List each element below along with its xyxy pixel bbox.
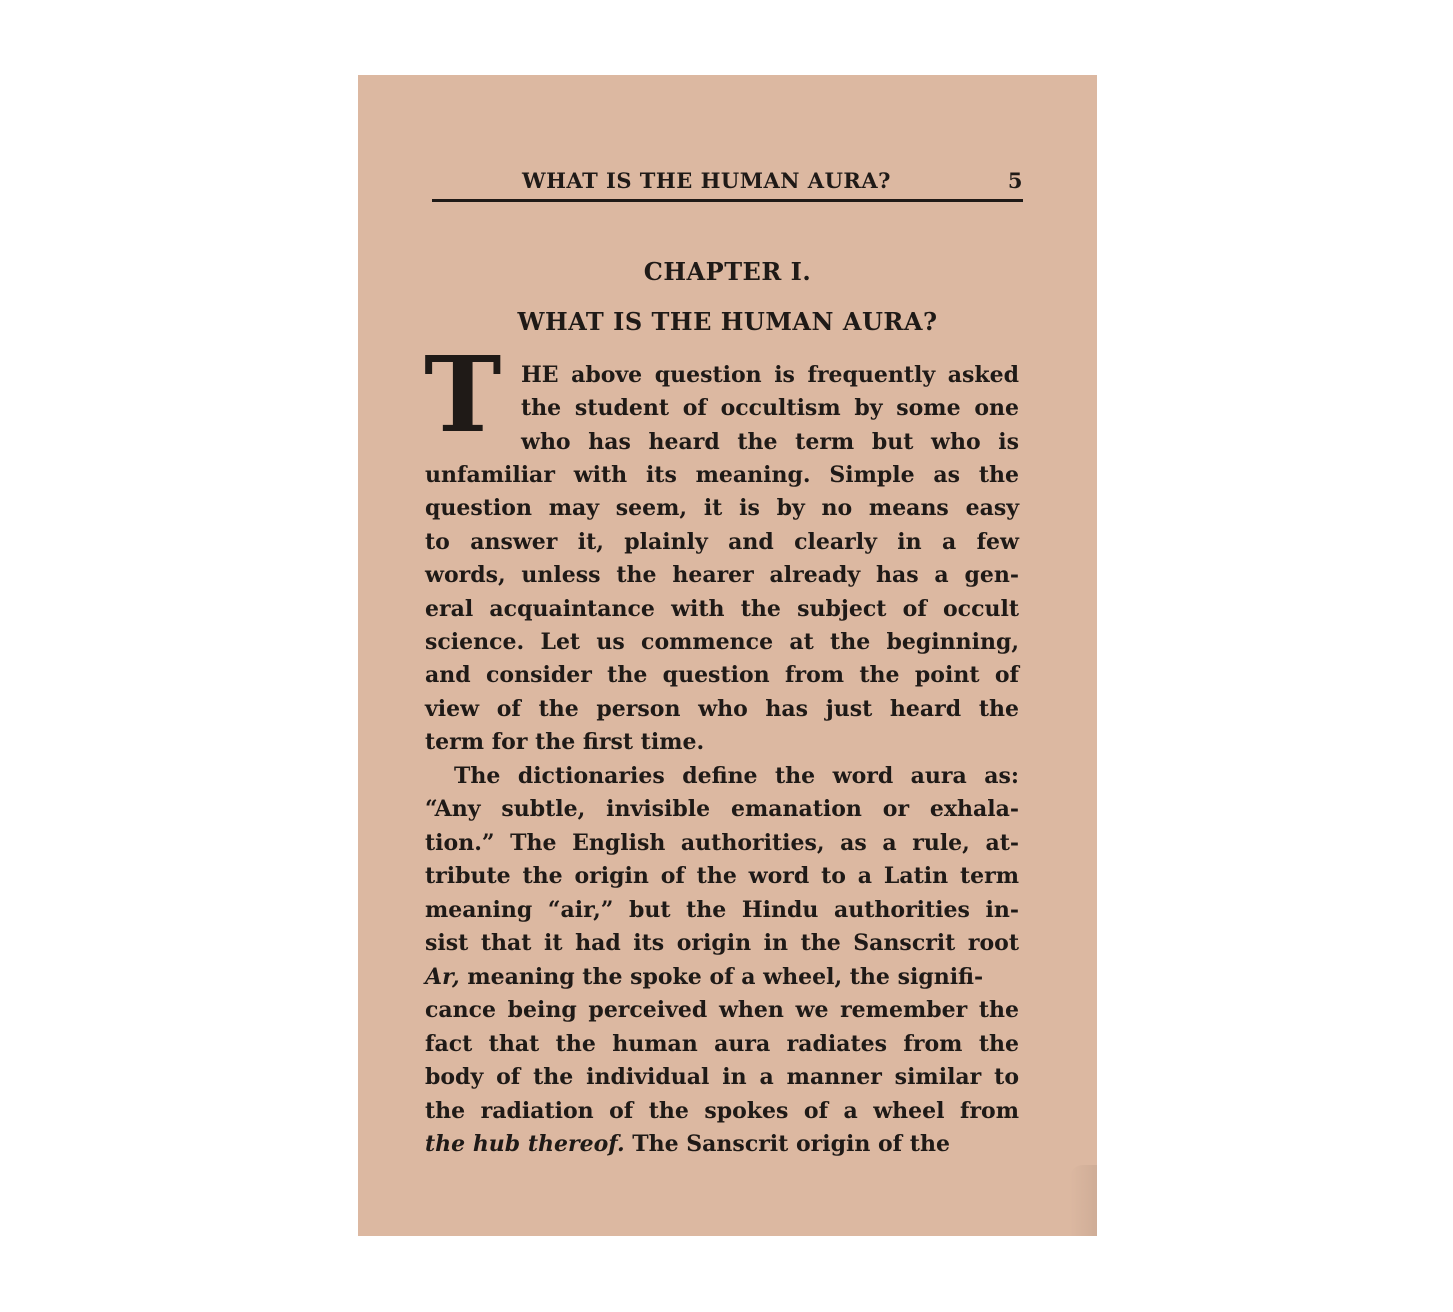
page-edge-shadow [1069,1165,1097,1236]
body-line: HE above question is frequently asked [521,362,1019,388]
header-rule [432,199,1023,202]
body-line: fact that the human aura radiates from the [425,1031,1019,1057]
book-page [358,75,1097,1236]
body-line: “Any subtle, invisible emanation or exhala- [425,796,1019,822]
page-number: 5 [1007,168,1023,193]
body-line-rest: The Sanscrit origin of the [624,1131,950,1157]
body-line-rest: meaning the spoke of a wheel, the signifi- [459,964,984,990]
body-line: the student of occultism by some one [521,395,1019,421]
body-line: words, unless the hearer already has a gen- [425,562,1019,588]
running-head-title: WHAT IS THE HUMAN AURA? [522,168,891,193]
body-line: unfamiliar with its meaning. Simple as the [425,462,1019,488]
drop-cap: T [424,333,502,456]
body-line: The dictionaries define the word aura as: [454,763,1019,789]
body-line: term for the first time. [425,729,705,755]
body-line: who has heard the term but who is [521,429,1019,455]
body-line: eral acquaintance with the subject of occult [425,596,1019,622]
body-line: meaning “air,” but the Hindu authorities in- [425,897,1019,923]
body-line-mixed [425,1130,1019,1158]
body-line: and consider the question from the point of [425,662,1019,688]
body-line: cance being perceived when we remember the [425,997,1019,1023]
italic-phrase: the hub thereof. [425,1131,625,1157]
body-line: science. Let us commence at the beginning, [425,629,1019,655]
italic-term: Ar, [425,964,460,990]
body-line: to answer it, plainly and clearly in a few [425,529,1019,555]
body-line: tribute the origin of the word to a Latin term [425,863,1019,889]
chapter-title: WHAT IS THE HUMAN AURA? [517,307,938,336]
body-line: body of the individual in a manner similar to [425,1064,1019,1090]
body-line: question may seem, it is by no means easy [425,495,1019,521]
body-line-mixed [425,963,1019,991]
body-line: tion.” The English authorities, as a rule, at- [425,830,1019,856]
body-line: view of the person who has just heard the [425,696,1019,722]
running-head [432,168,1023,194]
body-line: the radiation of the spokes of a wheel from [425,1098,1019,1124]
body-line: sist that it had its origin in the Sanscrit root [425,930,1019,956]
chapter-label: CHAPTER I. [643,257,812,286]
